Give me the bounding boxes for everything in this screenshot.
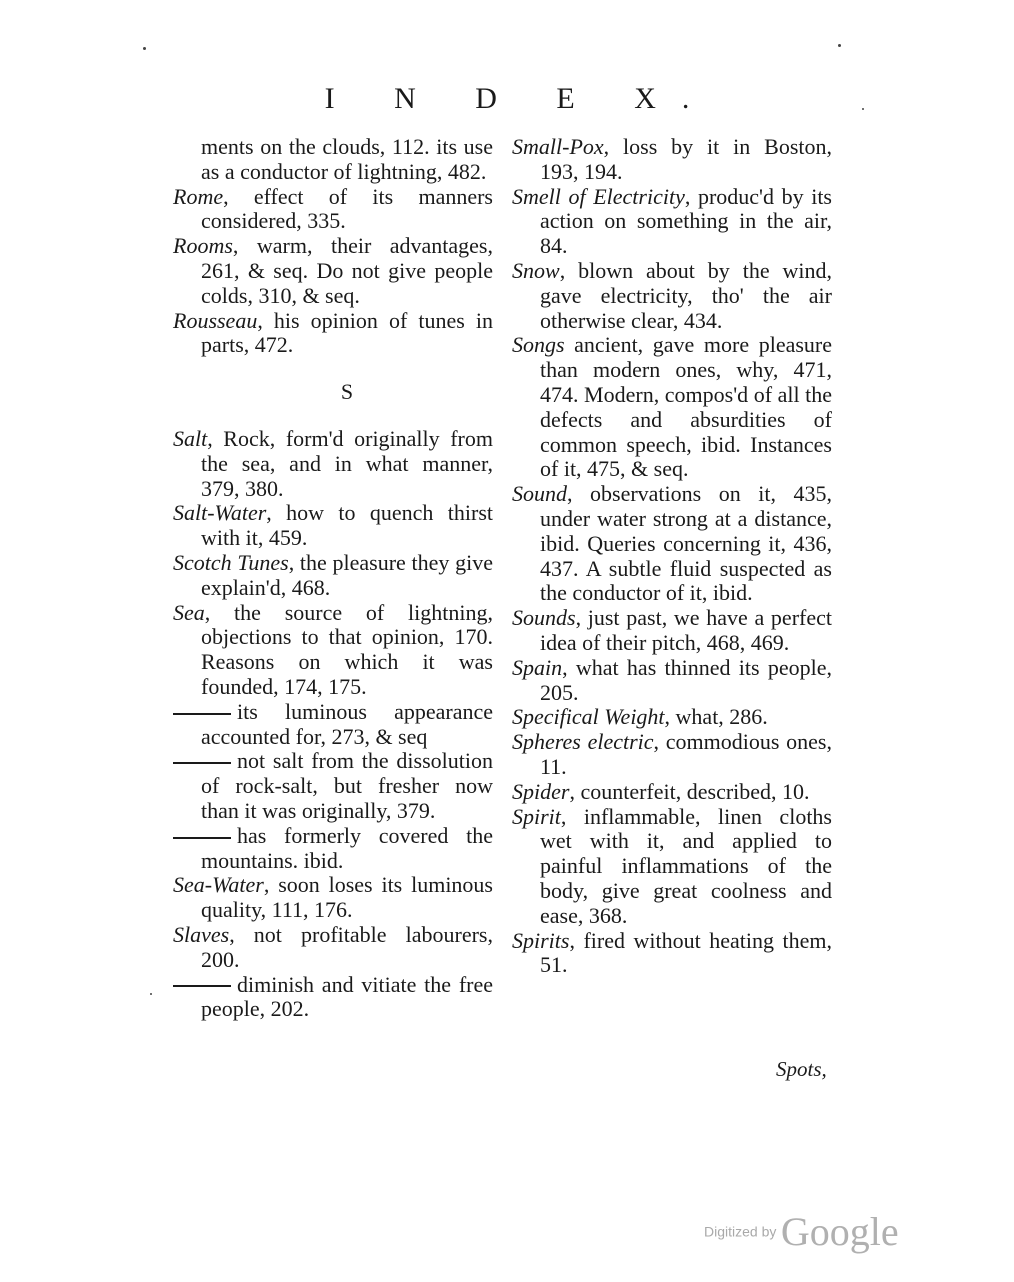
index-entry: Salt, Rock, form'd originally from the sea, and in what manner, 379, 380.	[173, 425, 493, 501]
index-entry: ments on the clouds, 112. its use as a conductor of lightning, 482.	[201, 134, 493, 184]
index-subentry: has formerly covered the mountains. ibid.	[173, 824, 493, 874]
dash-rule	[173, 985, 231, 987]
index-subentry: diminish and vitiate the free people, 202.	[173, 973, 493, 1023]
paper-speck	[838, 44, 841, 47]
index-entry: Snow, blown about by the wind, gave electricity, tho' the air otherwise clear, 434.	[512, 257, 832, 333]
index-column-left	[173, 135, 493, 1022]
index-entry: Salt-Water, how to quench thirst with it, 459.	[173, 500, 493, 551]
index-entry: Spirit, inflammable, linen cloths wet with it, and applied to painful inflammations of the body, give great coolness and ease, 368.	[512, 803, 832, 928]
watermark-prefix: Digitized by	[704, 1223, 777, 1240]
paper-speck	[862, 108, 864, 110]
index-entry: Scotch Tunes, the pleasure they give explain'd, 468.	[173, 549, 493, 600]
index-entry: Slaves, not profitable labourers, 200.	[173, 921, 493, 972]
index-subentry: its luminous appearance accounted for, 273, & seq	[173, 700, 493, 750]
index-subentry: not salt from the dissolution of rock-salt, but fresher now than it was originally, 379.	[173, 749, 493, 823]
paper-speck	[143, 47, 146, 50]
dash-rule	[173, 837, 231, 839]
dash-rule	[173, 713, 231, 715]
index-entry: Spider, counterfeit, described, 10.	[512, 778, 810, 804]
google-logo: Google	[780, 1209, 899, 1254]
paper-speck	[150, 993, 152, 995]
catchword: Spots,	[776, 1057, 827, 1081]
section-letter: S	[340, 379, 354, 405]
index-entry: Smell of Electricity, produc'd by its action on something in the air, 84.	[512, 183, 832, 259]
digitized-watermark	[704, 1208, 899, 1255]
index-entry: Spheres electric, commodious ones, 11.	[512, 729, 832, 779]
index-entry: Sea, the source of lightning, objections to that opinion, 170. Reasons on which it was founded, 174, 175.	[173, 599, 493, 699]
index-entry: Rousseau, his opinion of tunes in parts, 472.	[173, 307, 493, 358]
dash-rule	[173, 762, 231, 764]
index-entry: Sea-Water, soon loses its luminous quality, 111, 176.	[173, 872, 493, 923]
index-entry: Spain, what has thinned its people, 205.	[512, 654, 832, 705]
index-entry: Spirits, fired without heating them, 51.	[512, 927, 832, 978]
index-entry: Small-Pox, loss by it in Boston, 193, 194.	[512, 134, 832, 184]
index-entry: Rome, effect of its manners considered, 335.	[173, 183, 493, 234]
index-column-right	[512, 135, 832, 978]
index-entry: Sound, observations on it, 435, under water strong at a distance, ibid. Queries concerning it, 436, 437. A subtle fluid suspected as the conductor of it, ibid.	[512, 481, 832, 606]
page-title: I N D E X.	[324, 82, 716, 115]
index-entry: Rooms, warm, their advantages, 261, & seq. Do not give people colds, 310, & seq.	[173, 233, 493, 308]
index-entry: Songs ancient, gave more pleasure than modern ones, why, 471, 474. Modern, compos'd of all the defects and absurdities of common speech, ibid. Instances of it, 475, & seq.	[512, 332, 832, 482]
index-entry: Sounds, just past, we have a perfect idea of their pitch, 468, 469.	[512, 605, 832, 655]
index-entry: Specifical Weight, what, 286.	[512, 704, 768, 730]
